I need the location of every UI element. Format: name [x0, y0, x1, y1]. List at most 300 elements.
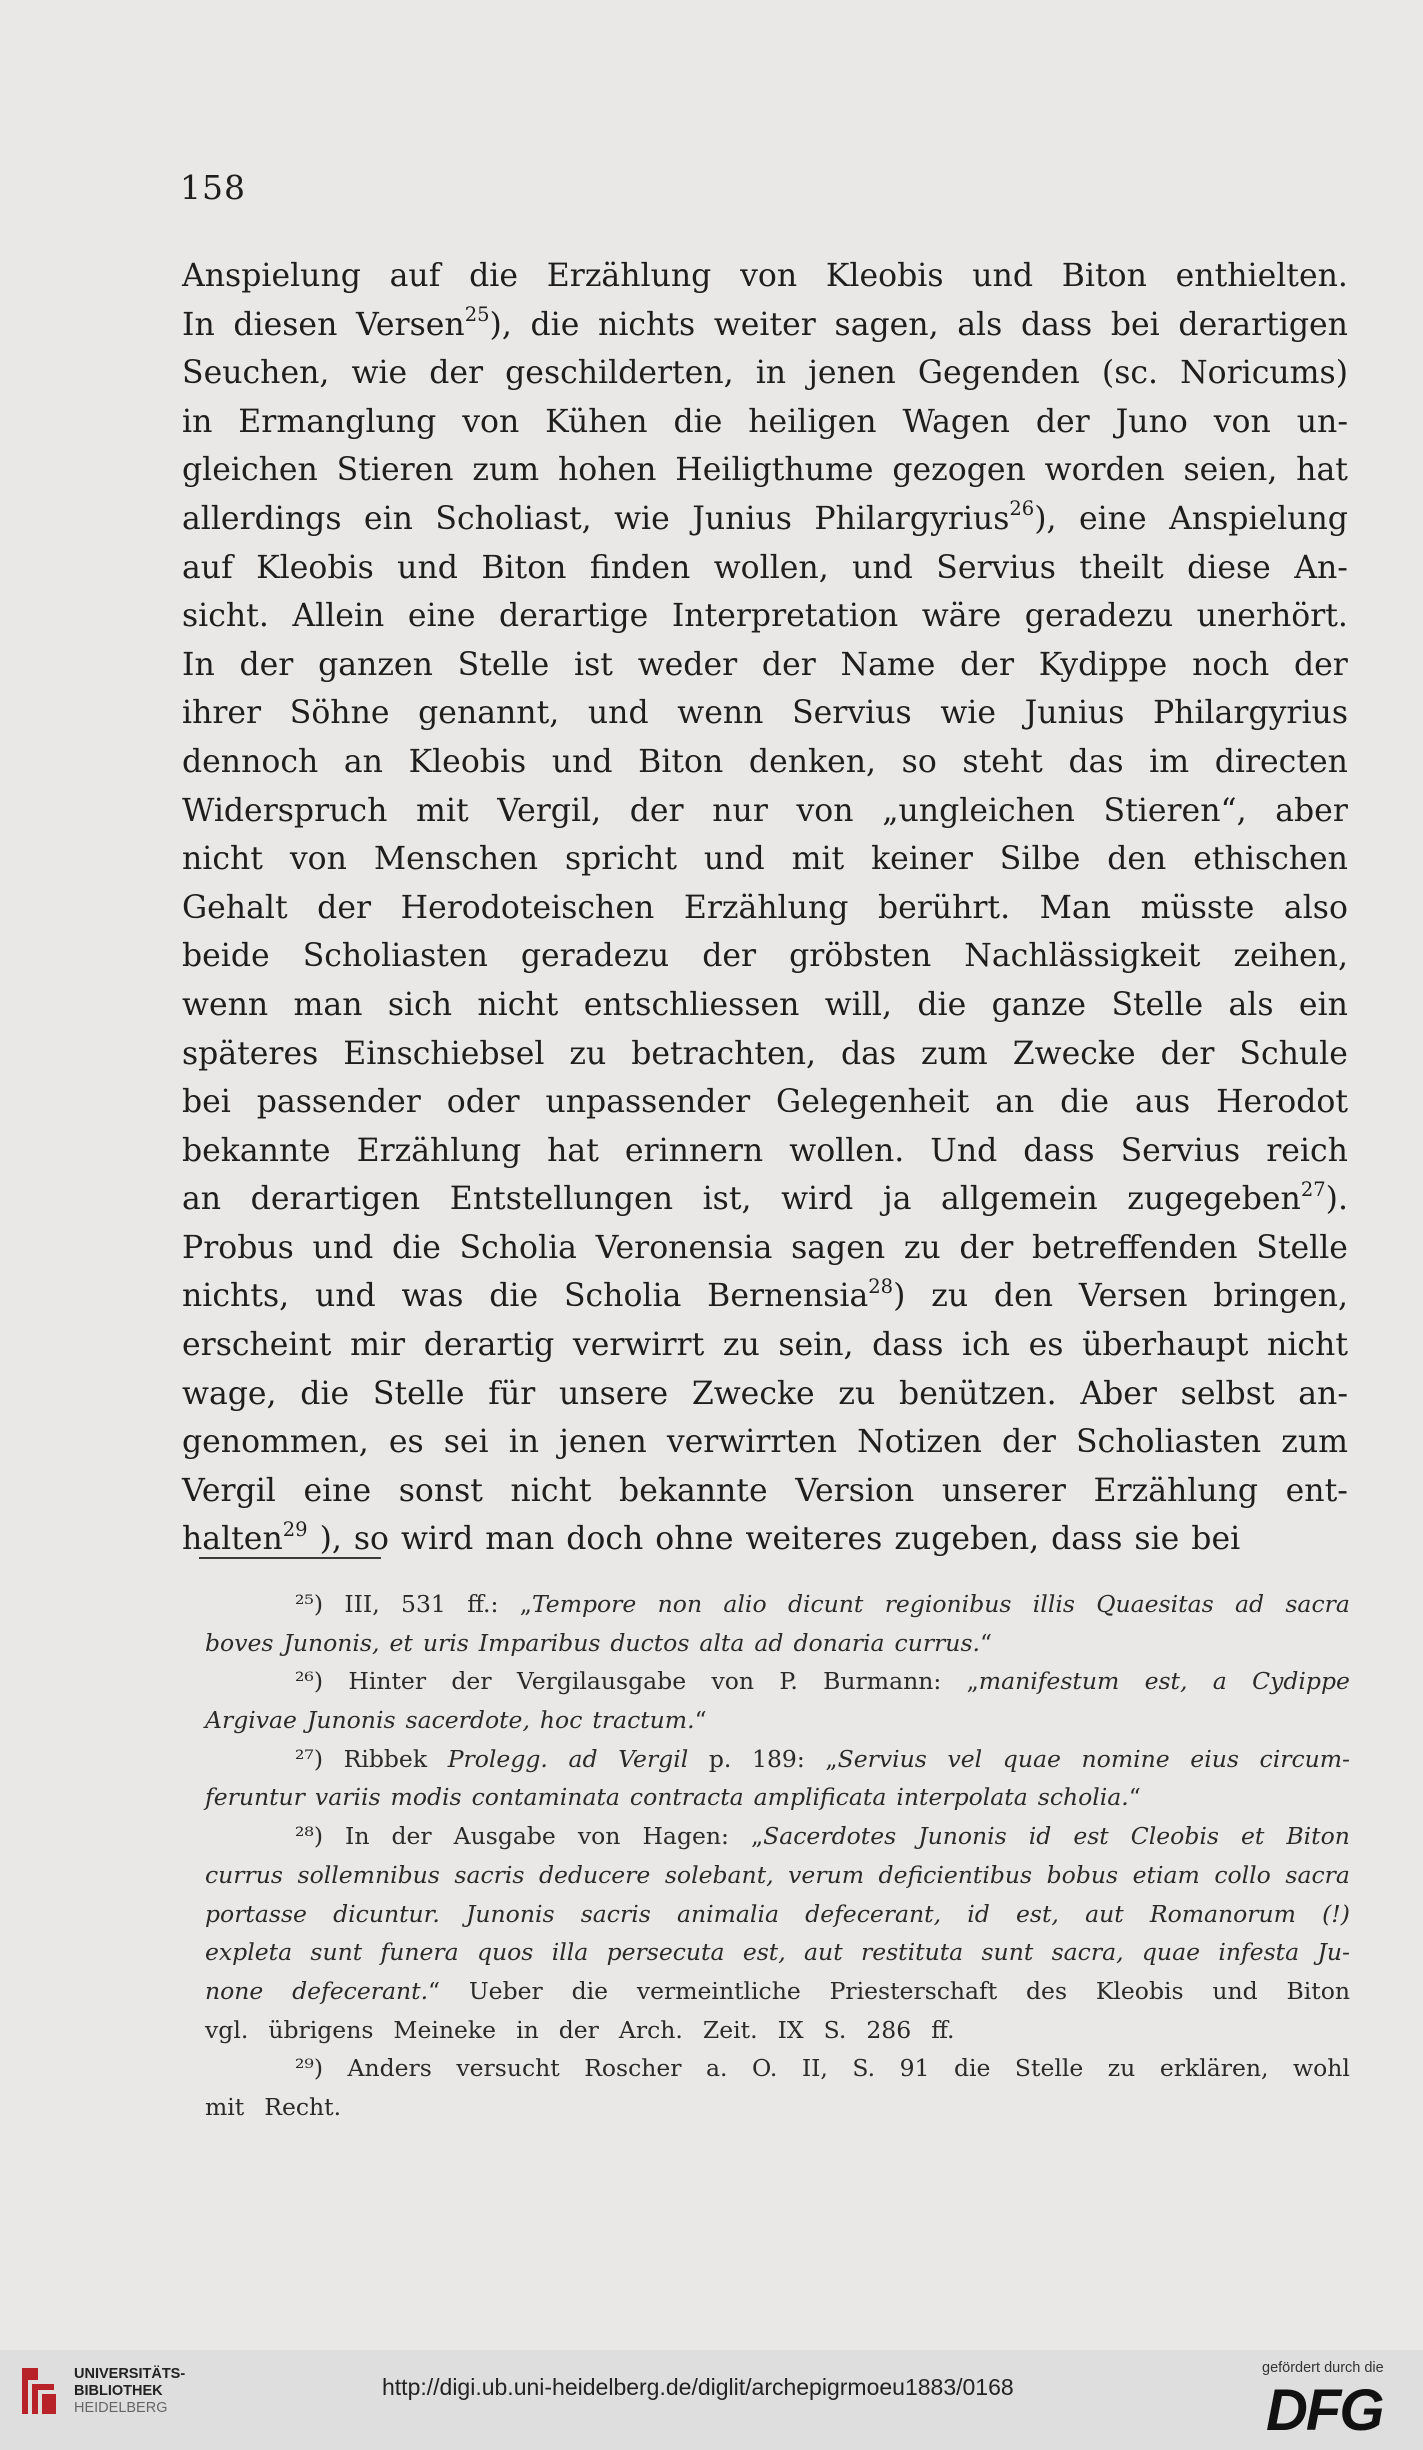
word: Ribbek — [343, 1744, 428, 1773]
word: sicht. — [182, 598, 269, 635]
word: der — [239, 646, 294, 683]
word: weiter — [713, 306, 816, 343]
text-line — [182, 1030, 1348, 1079]
word: ein — [363, 500, 413, 537]
word: ganze — [991, 986, 1087, 1023]
word: nicht — [510, 1472, 592, 1509]
word: deducere — [538, 1860, 651, 1889]
word: ²⁹) — [295, 2054, 324, 2083]
word: überhaupt — [1082, 1327, 1249, 1364]
word: Stieren — [336, 452, 454, 489]
word: eine — [407, 598, 476, 635]
word: etiam — [1132, 1860, 1200, 1889]
word: bekannte — [619, 1472, 768, 1509]
word: die — [391, 1229, 441, 1266]
word: Aber — [1080, 1375, 1157, 1412]
word: erinnern — [624, 1132, 764, 1169]
word: derartig — [423, 1327, 555, 1364]
word: vermeintliche — [636, 1976, 801, 2005]
word: sacra, — [1051, 1938, 1124, 1967]
word: Junonis — [465, 1899, 555, 1928]
word: an — [343, 743, 383, 780]
word: von — [462, 403, 520, 440]
word: ad — [754, 1628, 784, 1657]
word: entschliessen — [583, 986, 800, 1023]
word: zu — [838, 1375, 876, 1412]
word: an- — [1298, 1375, 1348, 1412]
word: Romanorum — [1149, 1899, 1296, 1928]
word: gröbsten — [789, 938, 932, 975]
word: Erzählung — [1093, 1472, 1259, 1509]
word: bei — [1110, 306, 1160, 343]
word: bekannte — [182, 1132, 331, 1169]
word: zum — [921, 1035, 988, 1072]
word: Stelle — [1256, 1229, 1348, 1266]
word: Scholiasten — [1076, 1424, 1262, 1461]
word: Prolegg. — [447, 1744, 548, 1773]
word: solebant, — [664, 1860, 774, 1889]
word: (sc. — [1101, 355, 1159, 392]
word: Servius — [936, 549, 1056, 586]
word: ad — [568, 1744, 598, 1773]
word: aut — [1085, 1899, 1124, 1928]
word: der — [702, 938, 757, 975]
word: hohen — [557, 452, 657, 489]
footnote-ref: 29 — [282, 1517, 308, 1541]
word: in — [508, 1424, 540, 1461]
word: unpassender — [545, 1084, 751, 1121]
word: seien, — [1183, 452, 1278, 489]
word: Kleobis — [825, 258, 944, 294]
word: als — [957, 306, 1003, 343]
word: Notizen — [857, 1424, 982, 1461]
word: Stelle — [457, 646, 550, 683]
word: II, — [801, 2054, 828, 2083]
word: variis — [314, 1783, 381, 1812]
word: beide — [182, 938, 270, 975]
word: et — [389, 1628, 413, 1657]
text-line — [182, 1272, 1348, 1321]
word: restituta — [860, 1938, 964, 1967]
word: der — [761, 646, 816, 683]
word: Argivae — [205, 1706, 297, 1735]
word: zu — [903, 1229, 941, 1266]
word: mit — [791, 841, 845, 878]
word: passender — [256, 1084, 421, 1121]
word: a — [1212, 1667, 1227, 1696]
word: sei — [443, 1424, 489, 1461]
word: ein — [1298, 986, 1348, 1023]
word: verum — [788, 1860, 864, 1889]
word: gezogen — [892, 452, 1026, 489]
word: und — [551, 743, 613, 780]
word: sagen, — [834, 306, 939, 343]
word: von — [289, 841, 347, 878]
word: der — [317, 889, 372, 926]
word: (!) — [1322, 1899, 1350, 1928]
word: interpolata — [896, 1783, 1028, 1812]
word: allerdings — [182, 500, 342, 537]
word: noch — [1192, 646, 1270, 683]
word: nicht — [182, 841, 263, 878]
word: bei — [1191, 1521, 1241, 1558]
word: none — [205, 1976, 264, 2005]
word: von — [711, 1667, 754, 1696]
word: Anspielung — [182, 258, 361, 294]
word: verwirrten — [666, 1424, 838, 1461]
word: sacra — [1285, 1590, 1350, 1618]
word: geradezu — [1024, 598, 1174, 635]
text-line — [182, 301, 1348, 350]
word: ductos — [610, 1628, 690, 1657]
word: animalia — [676, 1899, 779, 1928]
footnote-line — [205, 1624, 1350, 1663]
word: denken, — [748, 743, 877, 780]
word: heiligen — [748, 403, 877, 440]
word: Schule — [1239, 1035, 1348, 1072]
word: illa — [551, 1938, 589, 1967]
word: Menschen — [373, 841, 539, 878]
word: der — [1294, 646, 1348, 683]
word: nichts — [598, 306, 696, 343]
word: zugeben, — [894, 1521, 1040, 1558]
word: es — [1028, 1327, 1064, 1364]
word: portasse — [205, 1899, 307, 1928]
word: hat — [547, 1132, 599, 1169]
footnote-ref: 26 — [1009, 497, 1035, 521]
word: Herodoteischen — [400, 889, 655, 926]
word: defecerant, — [805, 1899, 942, 1928]
word: erscheint — [182, 1327, 332, 1364]
word: man — [485, 1521, 555, 1558]
word: so — [353, 1521, 390, 1558]
word: für — [488, 1375, 536, 1412]
footnote-ref: 25 — [464, 302, 490, 326]
word: in — [755, 355, 787, 392]
word: Scholia — [459, 1229, 577, 1266]
word: Stelle — [1014, 2054, 1084, 2083]
word: sacris — [454, 1860, 525, 1889]
word: spricht — [564, 841, 678, 878]
word: S. — [823, 2015, 847, 2044]
word: und — [314, 1278, 376, 1315]
footnote-ref: 28 — [868, 1274, 894, 1298]
text-line — [182, 398, 1348, 447]
word: mit — [416, 792, 469, 829]
word: es — [388, 1424, 424, 1461]
word: dicunt — [787, 1590, 864, 1618]
word: Junonis, — [283, 1628, 380, 1657]
word: betrachten, — [631, 1035, 817, 1072]
word: Gehalt — [182, 889, 288, 926]
word: „manifestum — [966, 1667, 1120, 1696]
word: alta — [699, 1628, 745, 1657]
text-line — [182, 1127, 1348, 1176]
word: Scholiasten — [302, 938, 488, 975]
word: Vergilausgabe — [516, 1667, 687, 1696]
footnote-line — [205, 1817, 1350, 1856]
word: keiner — [871, 841, 973, 878]
text-line — [182, 592, 1348, 641]
word: eius — [1190, 1744, 1239, 1773]
word: Silbe — [999, 841, 1081, 878]
word: Veronensia — [595, 1229, 773, 1266]
word: von — [1213, 403, 1271, 440]
word: diesen — [233, 306, 338, 343]
word: Kydippe — [1038, 646, 1168, 683]
word: directen — [1214, 743, 1348, 780]
word: Biton — [638, 743, 724, 780]
word: sunt — [981, 1938, 1034, 1967]
word: derartige — [499, 598, 649, 635]
word: ja — [882, 1181, 912, 1218]
word: sunt — [310, 1938, 363, 1967]
word: expleta — [205, 1938, 293, 1967]
word: collo — [1214, 1860, 1271, 1889]
word: a. — [706, 2054, 728, 2083]
word: Hinter — [348, 1667, 427, 1696]
word: die — [673, 403, 723, 440]
word: theilt — [1079, 549, 1164, 586]
word: regionibus — [884, 1590, 1012, 1618]
word: Ueber — [468, 1976, 543, 2005]
word: nicht — [1267, 1327, 1348, 1364]
word: Herodot — [1216, 1084, 1348, 1121]
word: versucht — [456, 2054, 560, 2083]
word: Vergil — [182, 1472, 276, 1509]
word: allgemein — [941, 1181, 1098, 1218]
word: der — [960, 646, 1015, 683]
text-line — [182, 1321, 1348, 1370]
word: betreffenden — [1031, 1229, 1238, 1266]
footnote-line — [205, 1856, 1350, 1895]
word: sagen — [791, 1229, 886, 1266]
word: ff. — [931, 2015, 955, 2044]
sponsor-label: gefördert durch die — [1262, 2360, 1384, 2376]
word: so — [901, 743, 937, 780]
word: deficientibus — [878, 1860, 1033, 1889]
word: Cleobis — [1130, 1822, 1219, 1851]
word: sacris — [580, 1899, 651, 1928]
word: dicuntur. — [333, 1899, 440, 1928]
word: 531 — [401, 1590, 446, 1618]
word: doch — [566, 1521, 644, 1558]
word: donaria — [793, 1628, 885, 1657]
footnote-line — [205, 2049, 1350, 2088]
word: boves — [205, 1628, 274, 1657]
word: Philargyrius — [1152, 695, 1348, 732]
word: aut — [804, 1938, 843, 1967]
word: der — [629, 792, 684, 829]
word: ²⁷) — [295, 1744, 324, 1773]
word: currus.“ — [894, 1628, 992, 1657]
word: Meineke — [393, 2015, 497, 2044]
word: dass — [1023, 1132, 1095, 1169]
word: sonst — [398, 1472, 483, 1509]
word: und — [972, 258, 1033, 294]
word: und — [312, 1229, 374, 1266]
word: Versen$^{25}$), — [356, 302, 512, 343]
word: 286 — [866, 2015, 912, 2044]
word: die — [300, 1375, 350, 1412]
word: ist — [574, 646, 613, 683]
word: der — [1002, 1424, 1056, 1461]
word: wollen. — [789, 1132, 905, 1169]
word: zum — [1281, 1424, 1348, 1461]
word: das — [1068, 743, 1124, 780]
word: aus — [1134, 1084, 1191, 1121]
word: im — [1149, 743, 1190, 780]
word: Bernensia$^{28}$) — [707, 1274, 906, 1315]
word: Söhne — [289, 695, 390, 732]
word: tractum.“ — [592, 1706, 707, 1735]
word: der — [959, 1229, 1014, 1266]
word: die — [953, 2054, 991, 2083]
word: und — [703, 841, 765, 878]
word: worden — [1044, 452, 1165, 489]
word: Scholia — [563, 1278, 682, 1315]
word: Erzählung — [356, 1132, 522, 1169]
word: Junonis — [918, 1822, 1007, 1851]
word: est, — [1144, 1667, 1188, 1696]
page-number: 158 — [180, 168, 246, 207]
permalink-url[interactable]: http://digi.ub.uni-heidelberg.de/diglit/archepigrmoeu1883/0168 — [382, 2374, 1014, 2400]
word: will, — [824, 986, 892, 1023]
word: wie — [940, 695, 996, 732]
footnote-line — [205, 1701, 1350, 1740]
word: contracta — [629, 1783, 744, 1812]
word: id — [1028, 1822, 1052, 1851]
word: Stieren“, — [1103, 792, 1247, 829]
word: Gelegenheit — [776, 1084, 970, 1121]
word: uris — [422, 1628, 469, 1657]
word: Ausgabe — [453, 1822, 556, 1851]
word: der — [429, 355, 484, 392]
word: späteres — [182, 1035, 319, 1072]
word: was — [401, 1278, 464, 1315]
word: wird — [401, 1521, 474, 1558]
word: sein, — [778, 1327, 854, 1364]
text-line — [182, 544, 1348, 593]
word: unsere — [559, 1375, 669, 1412]
word: zugegeben$^{27}$). — [1127, 1177, 1348, 1218]
word: p. — [708, 1744, 732, 1773]
word: unerhört. — [1196, 598, 1348, 635]
word: quae — [1141, 1938, 1200, 1967]
word: feruntur — [205, 1783, 305, 1812]
word: Arch. — [618, 2015, 683, 2044]
word: wäre — [921, 598, 1002, 635]
word: Juno — [1115, 403, 1188, 440]
word: bringen, — [1213, 1278, 1348, 1315]
word: Erzählung — [683, 889, 849, 926]
word: ethischen — [1193, 841, 1348, 878]
word: circum- — [1259, 1744, 1350, 1773]
word: zu — [569, 1035, 607, 1072]
word: „Sacerdotes — [750, 1822, 897, 1851]
word: Kühen — [545, 403, 648, 440]
word: Einschiebsel — [343, 1035, 545, 1072]
word: an — [995, 1084, 1035, 1121]
word: dennoch — [182, 743, 319, 780]
word: Priesterschaft — [829, 1976, 998, 2005]
text-line — [182, 641, 1348, 690]
footnotes — [205, 1585, 1350, 2127]
word: Vergil, — [497, 792, 602, 829]
text-line — [182, 252, 1348, 301]
text-line — [182, 932, 1348, 981]
word: In — [182, 306, 215, 343]
main-text — [182, 252, 1348, 1564]
word: In — [182, 646, 215, 683]
word: nicht — [477, 986, 559, 1023]
word: ad — [1234, 1590, 1265, 1618]
word: funera — [380, 1938, 459, 1967]
word: derartigen — [250, 1181, 421, 1218]
word: dass — [1051, 1521, 1123, 1558]
footnote-line — [205, 1778, 1350, 1817]
word: Anspielung — [1169, 500, 1348, 537]
word: der — [558, 2015, 599, 2044]
word: S. — [852, 2054, 876, 2083]
word: Imparibus — [478, 1628, 601, 1657]
text-line — [182, 884, 1348, 933]
word: erklären, — [1159, 2054, 1269, 2083]
word: enthielten. — [1175, 258, 1348, 294]
word: vgl. — [205, 2015, 249, 2044]
word: defecerant.“ — [292, 1976, 441, 2005]
word: ²⁸) — [295, 1822, 324, 1851]
word: zum — [472, 452, 540, 489]
word: illis — [1032, 1590, 1075, 1618]
footnote-rule — [199, 1557, 381, 1559]
word: Seuchen, — [182, 355, 330, 392]
word: auf — [182, 549, 233, 586]
text-line — [182, 1418, 1348, 1467]
word: den — [1107, 841, 1167, 878]
word: Interpretation — [671, 598, 899, 635]
word: sich — [387, 986, 453, 1023]
word: quos — [476, 1938, 534, 1967]
word: halten$^{29}$ ), — [182, 1517, 342, 1558]
word: des — [1026, 1976, 1068, 2005]
word: mit — [205, 2092, 245, 2121]
word: weiteres — [745, 1521, 883, 1558]
word: und — [852, 549, 913, 586]
word: Versen — [1078, 1278, 1188, 1315]
word: wohl — [1292, 2054, 1350, 2083]
word: Junius — [1024, 695, 1125, 732]
word: man — [293, 986, 363, 1023]
word: wenn — [677, 695, 764, 732]
word: als — [1228, 986, 1274, 1023]
word: derartigen — [1178, 306, 1348, 343]
word: die — [917, 986, 967, 1023]
word: scholia.“ — [1037, 1783, 1141, 1812]
word: Kleobis — [408, 743, 527, 780]
word: Biton — [1061, 258, 1147, 294]
text-line — [182, 1078, 1348, 1127]
word: Zeit. — [702, 2015, 758, 2044]
word: oder — [446, 1084, 520, 1121]
word: est, — [1016, 1899, 1059, 1928]
word: wenn — [182, 986, 269, 1023]
word: Heiligthume — [675, 452, 874, 489]
word: müsste — [1140, 889, 1255, 926]
word: Und — [930, 1132, 998, 1169]
word: Erzählung — [546, 258, 712, 294]
word: Allein — [292, 598, 385, 635]
